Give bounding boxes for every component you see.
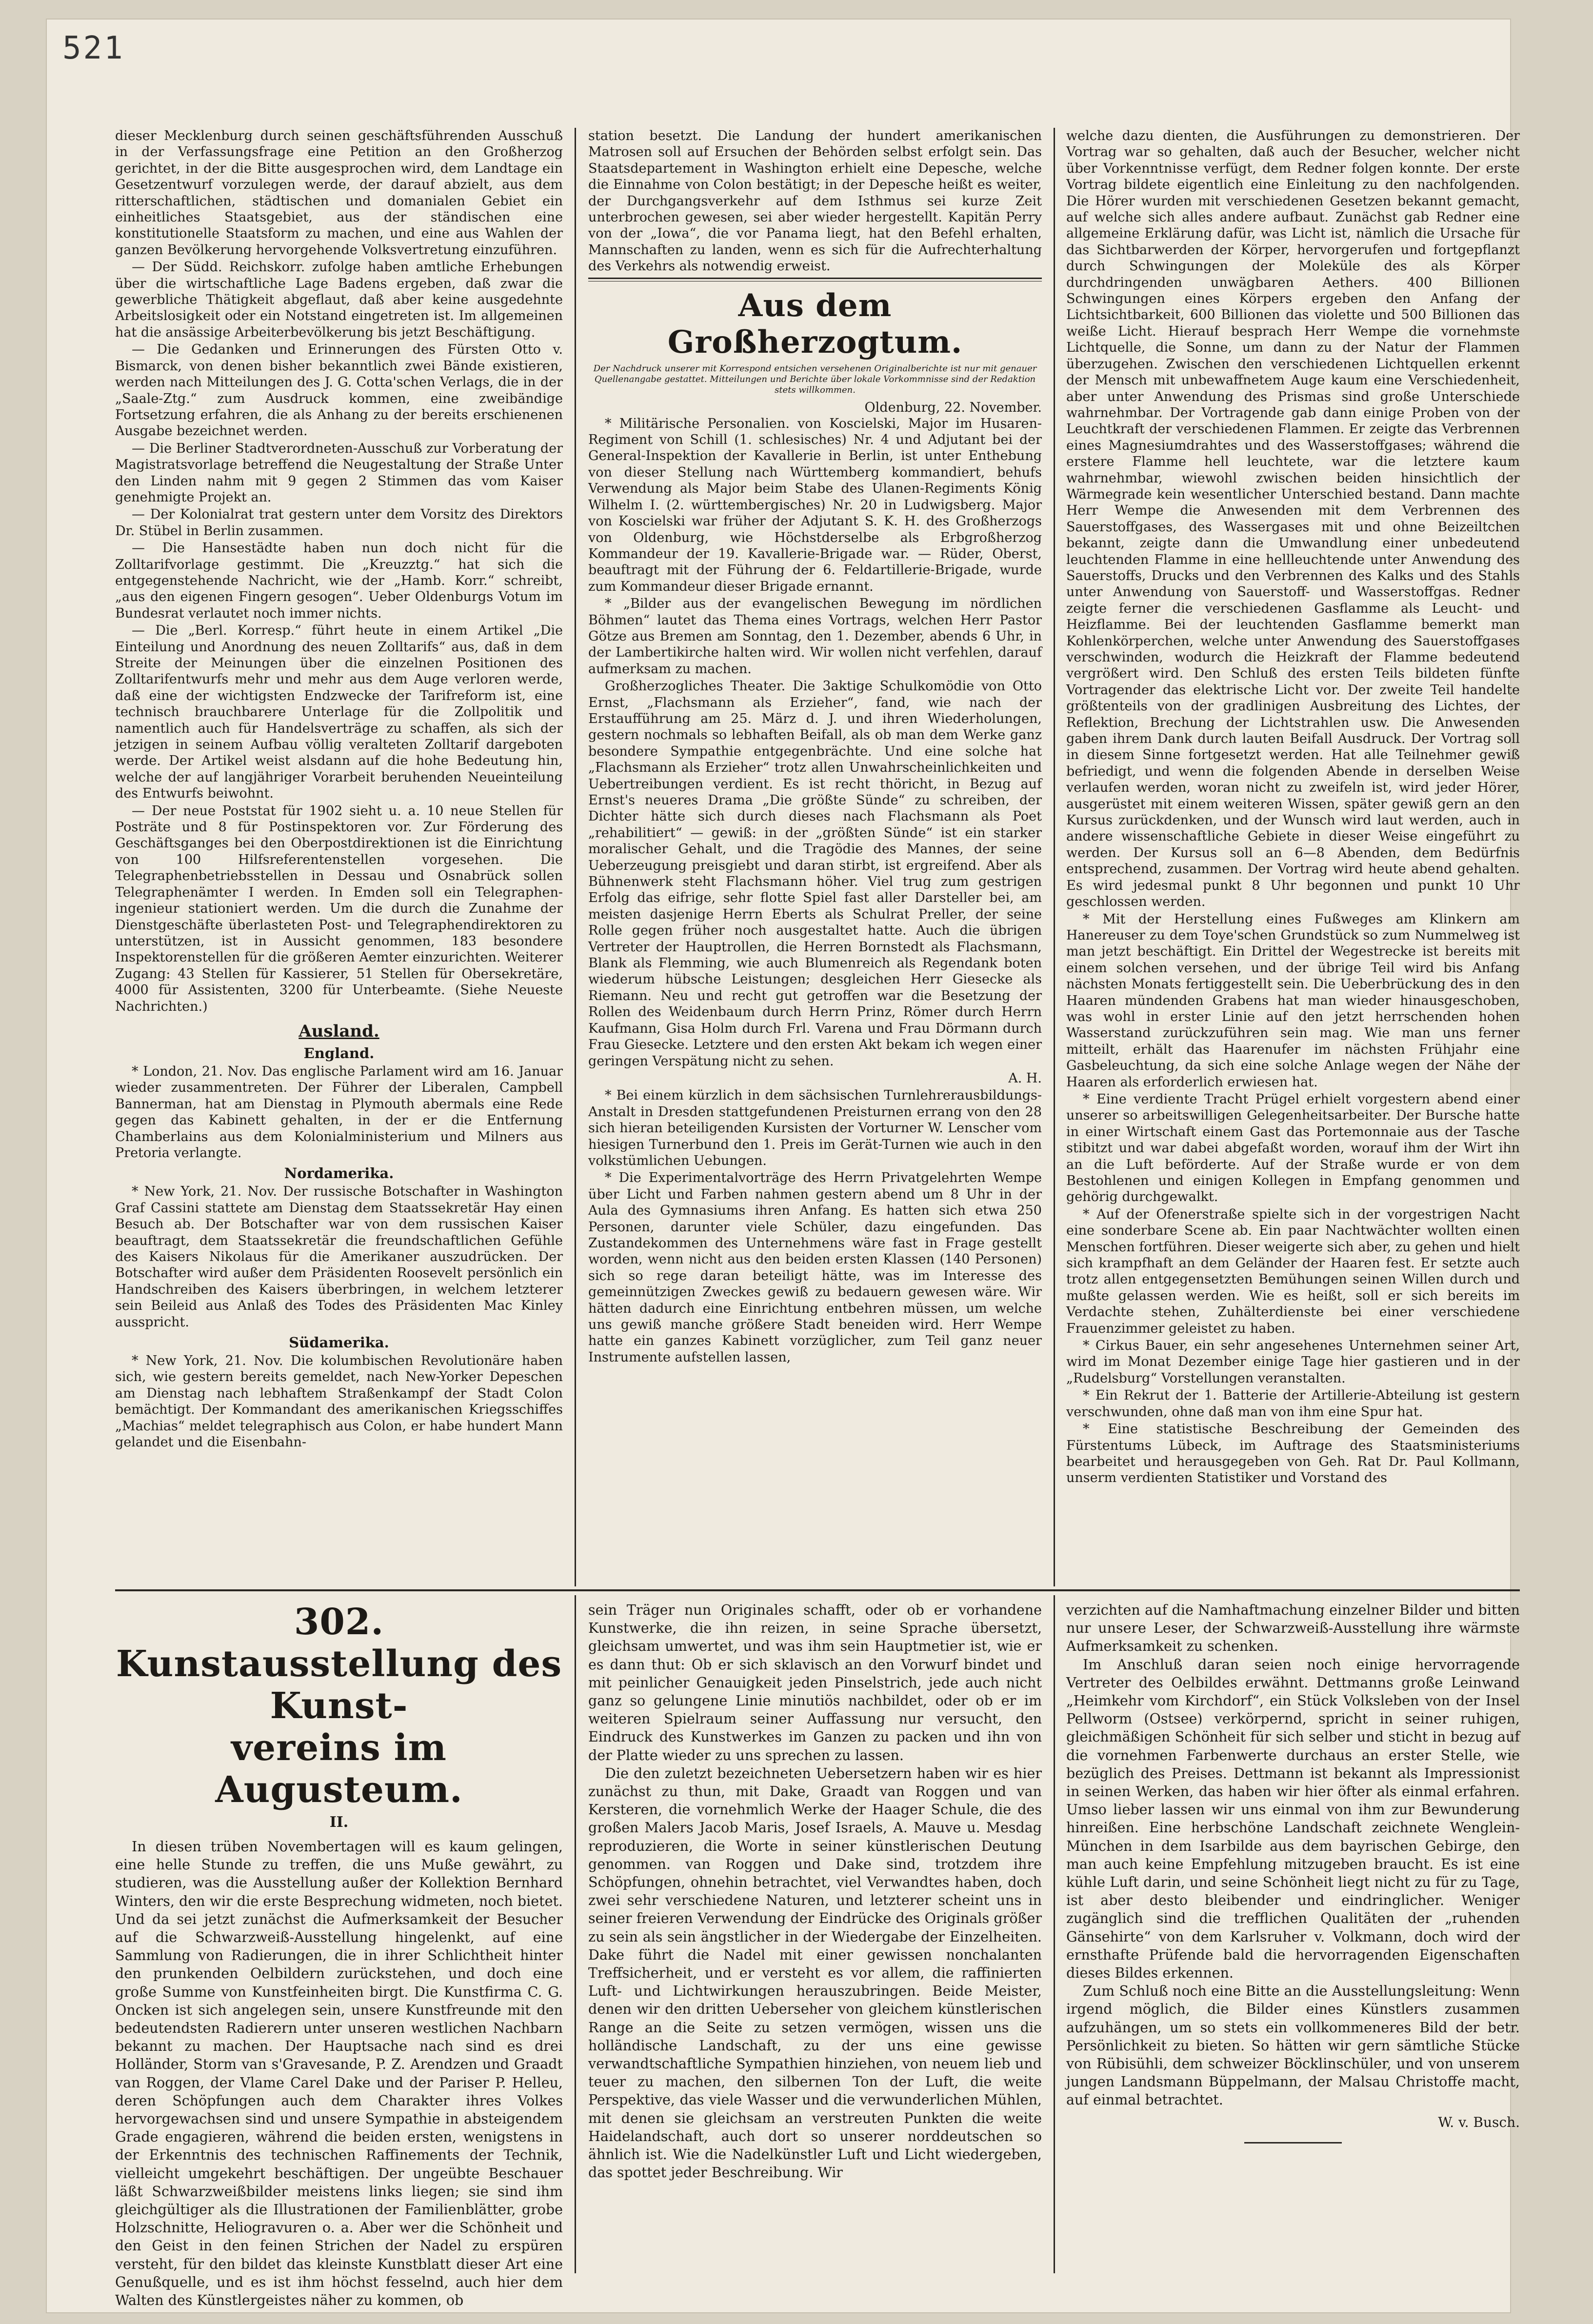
article-paragraph: * Militärische Personalien. von Koscielski, Major im Husaren-Regiment von Schill (1. schlesisches) Nr. 4 und Adjutant bei der General-Inspektion der Kavallerie in Berlin, ist unter Enthebung von dieser Stellung nach Württemberg kommandiert, behufs Verwendung als Major beim Stabe des Ulanen-Regiments König Wilhelm I. (2. württembergisches) Nr. 20 in Ludwigsberg. Major von Koscielski war früher der Adjutant S. K. H. des Großherzogs von Oldenburg, wie Höchstderselbe als Erbgroßherzog Kommandeur der 19. Kavallerie-Brigade war. — Rüder, Oberst, beauftragt mit der Führung der 6. Feldartillerie-Brigade, wurde zum Kommandeur dieser Brigade ernannt. (588, 416, 1042, 594)
article-paragraph: station besetzt. Die Landung der hundert amerikanischen Matrosen soll auf Ersuchen der Behörden selbst erfolgt sein. Das Staatsdepartement in Washington erhielt eine Depesche, welche die Einnahme von Colon bestätigt; in der Depesche heißt es weiter, der Durchgangsverkehr auf dem Isthmus sei kurze Zeit unterbrochen gewesen, sei aber wieder hergestellt. Kapitän Perry von der „Iowa“, die vor Panama liegt, hat den Befehl erhalten, Mannschaften zu landen, wenn es sich für die Aufrechterhaltung des Verkehrs als notwendig erweist. (588, 128, 1042, 274)
article-paragraph: Großherzogliches Theater. Die 3aktige Schulkomödie von Otto Ernst, „Flachsmann als Erzieher“, fand, wie nach der Erstaufführung am 25. März d. J. und ihren Wiederholungen, gestern nochmals so lebhaften Beifall, als ob man dem Werke ganz besondere Sympathie entgegenbrächte. Und eine solche hat „Flachsmann als Erzieher“ trotz allen Unwahrscheinlichkeiten und Uebertreibungen verdient. Es ist recht thöricht, in Bezug auf Ernst's neueres Drama „Die größte Sünde“ zu schreiben, der Dichter hätte sich durch dieses nach Flachsmann als Poet „rehabilitiert“ — gewiß: in der „größten Sünde“ ist ein starker moralischer Gehalt, und die Tragödie des Mannes, der seine Ueberzeugung preisgiebt und daran stirbt, ist ergreifend. Aber als Bühnenwerk steht Flachsmann höher. Viel trug zum gestrigen Erfolg das eifrige, sehr flotte Spiel fast aller Darsteller bei, am meisten dasjenige Herrn Eberts als Schulrat Preller, der seine Rolle gegen früher noch ausgestaltet hatte. Auch die übrigen Vertreter der Hauptrollen, die Herren Bornstedt als Flachsmann, Blank als Flemming, wie auch Blumenreich als Regendank boten wiederum hübsche Leistungen; desgleichen Herr Giesecke als Riemann. Neu und recht gut getroffen war die Besetzung der Rollen des Weidenbaum durch Herrn Prinz, Römer durch Herrn Kaufmann, Gisa Holm durch Frl. Varena und Frau Dörmann durch Frau Giesecke. Letztere und den ersten Akt bekam ich wegen einer geringen Verspätung nicht zu sehen. (588, 679, 1042, 1069)
article-paragraph: — Die Gedanken und Erinnerungen des Fürsten Otto v. Bismarck, von denen bisher bekanntlich zwei Bände existieren, werden nach Mitteilungen des J. G. Cotta'schen Verlags, die in der „Saale-Ztg.“ zum Ausdruck kommen, eine zweibändige Fortsetzung erfahren, die als Anhang zu der bereits erschienenen Ausgabe bezeichnet werden. (115, 342, 563, 439)
article-paragraph: * Bei einem kürzlich in dem sächsischen Turnlehrerausbildungs-Anstalt in Dresden stattgefundenen Preisturnen errang von den 28 sich hieran beteiligenden Kursisten der Vorturner W. Lenscher vom hiesigen Turnerbund den 1. Preis im Gerät-Turnen wie auch in den volkstümlichen Uebungen. (588, 1088, 1042, 1168)
column-1 (115, 128, 563, 1584)
article-paragraph: * New York, 21. Nov. Die kolumbischen Revolutionäre haben sich, wie gestern bereits gemeldet, nach New-Yorker Depeschen am Dienstag nach lebhaftem Straßenkampf der Stadt Colon bemächtigt. Der Kommandant des amerikanischen Kriegsschiffes „Machias“ meldet telegraphisch aus Colon, er habe hundert Mann gelandet und die Eisenbahn- (115, 1353, 563, 1450)
article-paragraph: * Ein Rekrut der 1. Batterie der Artillerie-Abteilung ist gestern verschwunden, ohne daß man von ihm eine Spur hat. (1066, 1388, 1520, 1420)
article-part-number: II. (329, 1814, 349, 1831)
article-title-line: vereins im Augusteum. (215, 1727, 463, 1811)
article-paragraph: — Der Kolonialrat trat gestern unter dem Vorsitz des Direktors Dr. Stübel in Berlin zusammen. (115, 507, 563, 539)
article-paragraph: * „Bilder aus der evangelischen Bewegung im nördlichen Böhmen“ lautet das Thema eines Vortrags, welchen Herr Pastor Götze aus Bremen am Sonntag, den 1. Dezember, abends 6 Uhr, in der Lambertikirche halten wird. Wir wollen nicht verfehlen, darauf aufmerksam zu machen. (588, 596, 1042, 677)
article-paragraph: * Mit der Herstellung eines Fußweges am Klinkern am Hanereuser zu dem Toye'schen Grundstück so zum Nummelweg ist man jetzt beschäftigt. Ein Drittel der Wegestrecke ist bereits mit einem solchen versehen, und der übrige Teil wird bis Anfang nächsten Monats fertiggestellt sein. Die Ueberbrückung des in den Haaren mündenden Grabens hat man wieder hinausgeschoben, was wohl in erster Linie auf den jetzt herrschenden hohen Wasserstand zurückzuführen sein mag. Wie man uns ferner mitteilt, erhält das Haarenufer im nächsten Frühjahr eine Gasbeleuchtung, da sich eine solche Anlage wegen der Nähe der Haaren als erforderlich erwiesen hat. (1066, 911, 1520, 1090)
subsection-heading: Nordamerika. (284, 1165, 394, 1182)
article-paragraph: * London, 21. Nov. Das englische Parlament wird am 16. Januar wieder zusammentreten. Der Führer der Liberalen, Campbell Bannerman, hat am Dienstag in Plymouth abermals eine Rede gegen das Kabinett gehalten, in der er die Entfernung Chamberlains aus dem Kolonialministerium und Milners aus Pretoria verlangte. (115, 1063, 563, 1161)
article-paragraph: * New York, 21. Nov. Der russische Botschafter in Washington Graf Cassini stattete am Dienstag dem Staatssekretär Hay einen Besuch ab. Der Botschafter war von dem russischen Kaiser beauftragt, dem Staatssekretär die freundschaftlichen Gefühle des Kaisers Nikolaus für die Amerikaner auszudrücken. Der Botschafter wird außer dem Präsidenten Roosevelt persönlich ein Handschreiben des Kaisers überbringen, in welchem letzterer sein Beileid aus Anlaß des Todes des Präsidenten Mac Kinley ausspricht. (115, 1184, 563, 1330)
article-paragraph: In diesen trüben Novembertagen will es kaum gelingen, eine helle Stunde zu treffen, die uns Muße gewährt, zu studieren, was die Ausstellung außer der Kollektion Bernhard Winters, den wir die erste Besprechung widmeten, noch bietet. Und da sei jetzt zunächst die Aufmerksamkeit der Besucher auf die Schwarzweiß-Ausstellung hingelenkt, auf eine Sammlung von Radierungen, die in ihrer Schlichtheit hinter den prunkenden Oelbildern zurückstehen, und doch eine große Summe von Kunstfeinheiten birgt. Die Kunstfirma C. G. Oncken ist sich angelegen sein, unsere Kunstfreunde mit den bedeutendsten Radierern unter unseren westlichen Nachbarn bekannt zu machen. Der Hauptsache nach sind es drei Holländer, Storm van s'Gravesande, P. Z. Arendzen und Graadt van Roggen, der Vlame Carel Dake und der Pariser P. Helleu, deren Schöpfungen auch dem Charakter ihres Volkes hervorgewachsen sind und unsere Sympathie in absteigendem Grade engagieren, während die beiden ersten, wenigstens in der Erkenntnis des technischen Raffinements der Technik, vielleicht umgekehrt beschäftigen. Der ungeübte Beschauer läßt Schwarzweißbilder meistens links liegen; sie sind ihm gleichgültiger als die Illustrationen der Familienblätter, grobe Holzschnitte, Heliogravuren o. a. Aber wer die Schönheit und den Geist in den feinen Strichen der Nadel zu erspüren versteht, für den bildet das kleinste Kunstblatt dieser Art eine Genußquelle, und es ist ihm höchst fesselnd, auch hier dem Walten des Künstlergeistes näher zu kommen, ob (115, 1839, 563, 2309)
article-paragraph: * Die Experimentalvorträge des Herrn Privatgelehrten Wempe über Licht und Farben nahmen gestern abend um 8 Uhr in der Aula des Gymnasiums ihren Anfang. Es hatten sich etwa 250 Personen, darunter viele Schüler, dazu eingefunden. Das Zustandekommen des Unternehmens wäre fast in Frage gestellt worden, wenn nicht aus den beiden ersten Klassen (140 Personen) sich so rege daran beteiligt hätte, was im Interesse des gemeinnützigen Zweckes gewiß zu bedauern gewesen wäre. Wir hätten dadurch eine Einrichtung entbehren müssen, um welche uns gewiß manche größere Stadt beneiden wird. Herr Wempe hatte ein ganzes Kabinett vorzüglicher, zum Teil ganz neuer Instrumente aufstellen lassen, (588, 1170, 1042, 1365)
feuilleton-column-1 (115, 1601, 563, 2309)
article-paragraph: Zum Schluß noch eine Bitte an die Ausstellungsleitung: Wenn irgend möglich, die Bilder eines Künstlers zusammen aufzuhängen, um so stets ein vollkommeneres Bild der betr. Persönlichkeit zu bieten. So hätten wir gern sämtliche Stücke von Rübisühli, dem schweizer Böcklinschüler, und von unserem jungen Landsmann Büppelmann, der Malsau Christoffe macht, auf einmal betrachtet. (1066, 1983, 1520, 2108)
section-heading: Ausland. (299, 1021, 379, 1041)
article-paragraph: Die den zuletzt bezeichneten Uebersetzern haben wir es hier zunächst zu thun, mit Dake, Graadt van Roggen und van Kersteren, die vornehmlich Werke der Haager Schule, die des großen Malers Jacob Maris, Josef Israels, A. Mauve u. Mesdag reproduzieren, die Worte in seiner künstlerischen Deutung genommen. van Roggen und Dake sind, trotzdem ihre Schöpfungen, ohnehin betrachtet, viel Verwandtes haben, doch zwei sehr verschiedene Naturen, und letzterer scheint uns in seiner freieren Verwendung der Eindrücke des Originals größer zu sein als sein ängstlicher in der Wiedergabe der Einzelheiten. Dake führt die Nadel mit einer gewissen nonchalanten Treffsicherheit, und er versteht es vor allem, die raffinierten Luft- und Lichtwirkungen herauszubringen. Beide Meister, denen wir den dritten Ueberseher von gleichem künstlerischen Range an die Seite zu setzen vermögen, wissen uns die holländische Landschaft, zu der uns eine gewisse verwandtschaftliche Sympathien hinziehen, von neuem lieb und teuer zu machen, den silbernen Ton der Luft, die weite Perspektive, das viele Wasser und die verwunderlichen Mühlen, mit denen sie gleichsam an verstreuten Punkten die weite Haidelandschaft, auch dort so unserer norddeutschen so ähnlich ist. Wie die Nadelkünstler Luft und Licht wiedergeben, das spottet jeder Beschreibung. Wir (588, 1765, 1042, 2181)
subsection-heading: England. (303, 1044, 375, 1062)
section-heading: Aus dem Großherzogtum. (667, 287, 963, 361)
article-paragraph: verzichten auf die Namhaftmachung einzelner Bilder und bitten nur unsere Leser, der Schwarzweiß-Ausstellung ihre wärmste Aufmerksamkeit zu schenken. (1066, 1602, 1520, 1655)
article-paragraph: — Die Berliner Stadtverordneten-Ausschuß zur Vorberatung der Magistratsvorlage betreffend die Neugestaltung der Straße Unter den Linden nahm mit 9 gegen 2 Stimmen das vom Kaiser genehmigte Projekt an. (115, 441, 563, 505)
author-signature: W. v. Busch. (1438, 2114, 1520, 2130)
column-3 (1066, 128, 1520, 1584)
heading-rule (588, 278, 1042, 281)
column-rule (575, 128, 576, 1586)
article-paragraph: sein Träger nun Originales schafft, oder ob er vorhandene Kunstwerke, die ihn reizen, in seine Sprache übersetzt, gleichsam umwertet, und was ihm sein Hauptmetier ist, wie er es dann thut: Ob er sich sklavisch an den Vorwurf bindet und mit peinlicher Genauigkeit jeden Pinselstrich, jede auch nicht ganz so gelungene Linie minutiös nachbildet, oder ob er im weiteren Spielraum seiner Auffassung nur versucht, den Eindruck des Kunstwerkes im Ganzen zu packen und ihn von der Platte wieder zu uns sprechen zu lassen. (588, 1602, 1042, 1763)
column-2 (588, 128, 1042, 1584)
article-paragraph: * Auf der Ofenerstraße spielte sich in der vorgestrigen Nacht eine sonderbare Scene ab. Ein paar Nachtwächter wollten einen Menschen fortführen. Dieser weigerte sich aber, zu gehen und hielt sich krampfhaft an dem Geländer der Haaren fest. Er setzte auch trotz allen entgegensetzten Bemühungen seinen Willen durch und mußte gelassen werden. Wie es heißt, soll er sich bereits im Verdachte stehen, Zuhälterdienste bei einer verschiedene Frauenzimmer geleistet zu haben. (1066, 1206, 1520, 1336)
article-paragraph: — Die „Berl. Korresp.“ führt heute in einem Artikel „Die Einteilung und Anordnung des neuen Zolltarifs“ aus, daß in dem Streite der Meinungen über die einzelnen Positionen des Zolltarifentwurfs mehr und mehr aus dem Auge verloren werde, daß eine der wichtigsten Endzwecke der Tarifreform ist, eine technisch brauchbarere Unterlage für die Zollpolitik und namentlich auch für Handelsverträge zu schaffen, als sich der jetzigen in seinem Aufbau völlig veralteten Zolltarif dargeboten werde. Der Artikel weist alsdann auf die hohe Bedeutung hin, welche der auf langjähriger Vorarbeit beruhenden Neueinteilung des Entwurfs beiwohnt. (115, 623, 563, 801)
article-paragraph: — Die Hansestädte haben nun doch nicht für die Zolltarifvorlage gestimmt. Die „Kreuzztg.“ hat sich die entgegenstehende Nachricht, wie der „Hamb. Korr.“ schreibt, „aus den eigenen Fingern gesogen“. Ueber Oldenburgs Votum im Bundesrat verlautet noch immer nichts. (115, 541, 563, 621)
article-paragraph: dieser Mecklenburg durch seinen geschäftsführenden Ausschuß in der Verfassungsfrage eine Petition an den Großherzog gerichtet, in der die Bitte ausgesprochen wird, dem Landtage ein Gesetzentwurf vorzulegen werde, der darauf abzielt, aus dem ritterschaftlichen, städtischen und domanialen Gebiet ein einheitliches Staatsgebiet, aus der ständischen eine konstitutionelle Staatsform zu machen, und eine aus Wahlen der ganzen Bevölkerung hervorgehende Volksvertretung einzuführen. (115, 128, 563, 258)
closing-rule (1244, 2142, 1342, 2144)
article-title-line: 302. Kunstausstellung des Kunst- (116, 1601, 562, 1727)
dateline: Oldenburg, 22. November. (864, 400, 1042, 415)
author-initials: A. H. (1008, 1070, 1042, 1086)
editorial-note: Der Nachdruck unserer mit Korrespond entsichen versehenen Originalberichte ist nur mit genauer Quellenangabe gestattet. Mitteilungen und Berichte über lokale Vorkommnisse sind der Redaktion stets willkommen. (593, 363, 1037, 395)
subsection-heading: Südamerika. (289, 1334, 389, 1351)
feuilleton-column-2 (588, 1601, 1042, 2274)
column-rule (575, 1595, 576, 2273)
feuilleton-column-3 (1066, 1601, 1520, 2274)
section-divider (115, 1589, 1520, 1591)
article-paragraph: * Eine statistische Beschreibung der Gemeinden des Fürstentums Lübeck, im Auftrage des Staatsministeriums bearbeitet und herausgegeben von Geh. Rat Dr. Paul Kollmann, unserm verdienten Statistiker und Vorstand des (1066, 1422, 1520, 1486)
article-paragraph: — Der neue Poststat für 1902 sieht u. a. 10 neue Stellen für Posträte und 8 für Postinspektoren vor. Zur Förderung des Geschäftsganges bei den Oberpostdirektionen ist die Einrichtung von 100 Hilfsreferentenstellen vorgesehen. Die Telegraphenbetriebsstellen in Dessau und Osnabrück sollen Telegraphenämter I werden. In Emden soll ein Telegraphen-ingenieur stationiert werden. Um die durch die Zunahme der Dienstgeschäfte überlasteten Post- und Telegraphendirektoren zu unterstützen, ist in Aussicht genommen, 183 besondere Inspektorenstellen für die größeren Aemter einzurichten. Weiterer Zugang: 43 Stellen für Kassierer, 51 Stellen für Obersekretäre, 4000 für Assistenten, 3200 für Unterbeamte. (Siehe Neueste Nachrichten.) (115, 803, 563, 1014)
column-rule (1054, 1595, 1055, 2273)
article-paragraph: Im Anschluß daran seien noch einige hervorragende Vertreter des Oelbildes erwähnt. Dettmanns große Leinwand „Heimkehr vom Kirchdorf“, ein Stück Volksleben von der Insel Pellworm (Ostsee) verkörpernd, spricht in seiner ruhigen, gleichmäßigen Schönheit für sich selber und sticht in bezug auf die vornehmen Farbenwerte durchaus an erster Stelle, wie bezüglich des Preises. Dettmann ist bekannt als Impressionist in seinen Werken, das haben wir hier öfter als einmal erfahren. Umso lieber lassen wir uns einmal von ihm zur Bewunderung hinreißen. Eine herbschöne Landschaft zeichnete Wenglein-München in dem Isarbilde aus dem bayrischen Gebirge, den man auch keine Empfehlung mitzugeben braucht. Es ist eine kühle Luft darin, und seine Schönheit liegt nicht zu für zu Tage, ist aber desto bleibender und eindringlicher. Weniger zugänglich sind die trefflichen Qualitäten der „ruhenden Gänsehirte“ von dem Karlsruher v. Volkmann, doch wird der ernsthafte Prüfende bald die hervorragenden Eigenschaften dieses Bildes erkennen. (1066, 1656, 1520, 1982)
article-paragraph: — Der Südd. Reichskorr. zufolge haben amtliche Erhebungen über die wirtschaftliche Lage Badens ergeben, daß zwar die gewerbliche Thätigkeit abgeflaut, daß aber keine ausgedehnte Arbeitslosigkeit oder ein Notstand eingetreten ist. Im allgemeinen hat die ansässige Arbeiterbevölkerung bis jetzt Beschäftigung. (115, 260, 563, 340)
page-number: 521 (62, 30, 125, 66)
article-paragraph: * Cirkus Bauer, ein sehr angesehenes Unternehmen seiner Art, wird im Monat Dezember einige Tage hier gastieren und in der „Rudelsburg“ Vorstellungen veranstalten. (1066, 1338, 1520, 1386)
column-rule (1054, 128, 1055, 1586)
article-paragraph: welche dazu dienten, die Ausführungen zu demonstrieren. Der Vortrag war so gehalten, daß auch der Besucher, welcher nicht über Vorkenntnisse verfügt, dem Redner folgen konnte. Der erste Vortrag bildete eigentlich eine Einleitung zu den nachfolgenden. Die Hörer wurden mit verschiedenen Gesetzen bekannt gemacht, auf welche sich alles andere aufbaut. Zunächst gab Redner eine allgemeine Erklärung dafür, was Licht ist, nämlich die Ursache für das Sichtbarwerden der Körper, hervorgerufen und fortgepflanzt durch Schwingungen der Moleküle des als Körper durchdringenden unwägbaren Aethers. 400 Billionen Schwingungen eines Körpers ergeben den Anfang der Lichtsichtbarkeit, 600 Billionen das violette und 500 Billionen das weiße Licht. Hierauf besprach Herr Wempe die vornehmste Lichtquelle, die Sonne, um dann zu der Natur der Flammen überzugehen. Zwischen den verschiedenen Lichtquellen erkennt der Mensch mit unbewaffnetem Auge kaum eine Verschiedenheit, aber unter Anwendung des Prismas sind große Unterschiede wahrnehmbar. Der Vortragende gab dann einige Proben von der Leuchtkraft der verschiedenen Flammen. Er zeigte das Verbrennen eines Magnesiumdrahtes und des Wasserstoffgases; während die erstere Flamme hell leuchtete, war die letztere kaum wahrnehmbar, wiewohl zwischen beiden hinsichtlich der Wärmegrade kein wesentlicher Unterschied bestand. Dann machte Herr Wempe die Anwesenden mit dem Verbrennen des Sauerstoffgases, des Wassergases mit und ohne Beizeiltchen bekannt, zeigte dann die Umwandlung einer unbedeutend leuchtenden Flamme in eine hellleuchtende unter Anwendung des Sauerstoffs, Drucks und den Verbrennen des Kalks und des Stahls unter Anwendung von Sauerstoff- und Wasserstoffgas. Redner zeigte ferner die verschiedenen Gasflamme als Leucht- und Heizflamme. Bei der leuchtenden Gasflamme bemerkt man Kohlenkörperchen, welche unter Anwendung des Sauerstoffgases verschwinden, wodurch die Heizkraft der Flamme bedeutend vergrößert wird. Den Schluß des ersten Teils bildeten fünfte Vortragender das elektrische Licht vor. Der zweite Teil handelte größtenteils von der gradlinigen Ausbreitung des Lichtes, der Reflektion, Brechung der Lichtstrahlen usw. Die Anwesenden gaben ihrem Dank durch lauten Beifall Ausdruck. Der Vortrag soll in diesem Sinne fortgesetzt werden. Hat alle Teilnehmer gewiß befriedigt, und wenn die folgenden Abende in derselben Weise verlaufen werden, woran nicht zu zweifeln ist, wird jeder Hörer, ausgerüstet mit einem weiteren Wissen, später gewiß gern an den Kursus zurückdenken, und der Wunsch wird laut werden, auch in andere wissenschaftliche Gebiete in dieser Weise eingeführt zu werden. Der Kursus soll an 6—8 Abenden, dem Bedürfnis entsprechend, zusammen. Der Vortrag wird heute abend gehalten. Es wird jedesmal punkt 8 Uhr begonnen und punkt 10 Uhr geschlossen werden. (1066, 128, 1520, 910)
article-paragraph: * Eine verdiente Tracht Prügel erhielt vorgestern abend einer unserer so arbeitswilligen Gelegenheitsarbeiter. Der Bursche hatte in einer Wirtschaft einem Gast das Portemonnaie aus der Tasche stibitzt und war dabei abgefaßt worden, worauf ihm der Wirt ihn an die Luft beförderte. Auf der Straße wurde er von dem Bestohlenen und einigen Kollegen in Empfang genommen und gehörig durchgewalkt. (1066, 1091, 1520, 1205)
